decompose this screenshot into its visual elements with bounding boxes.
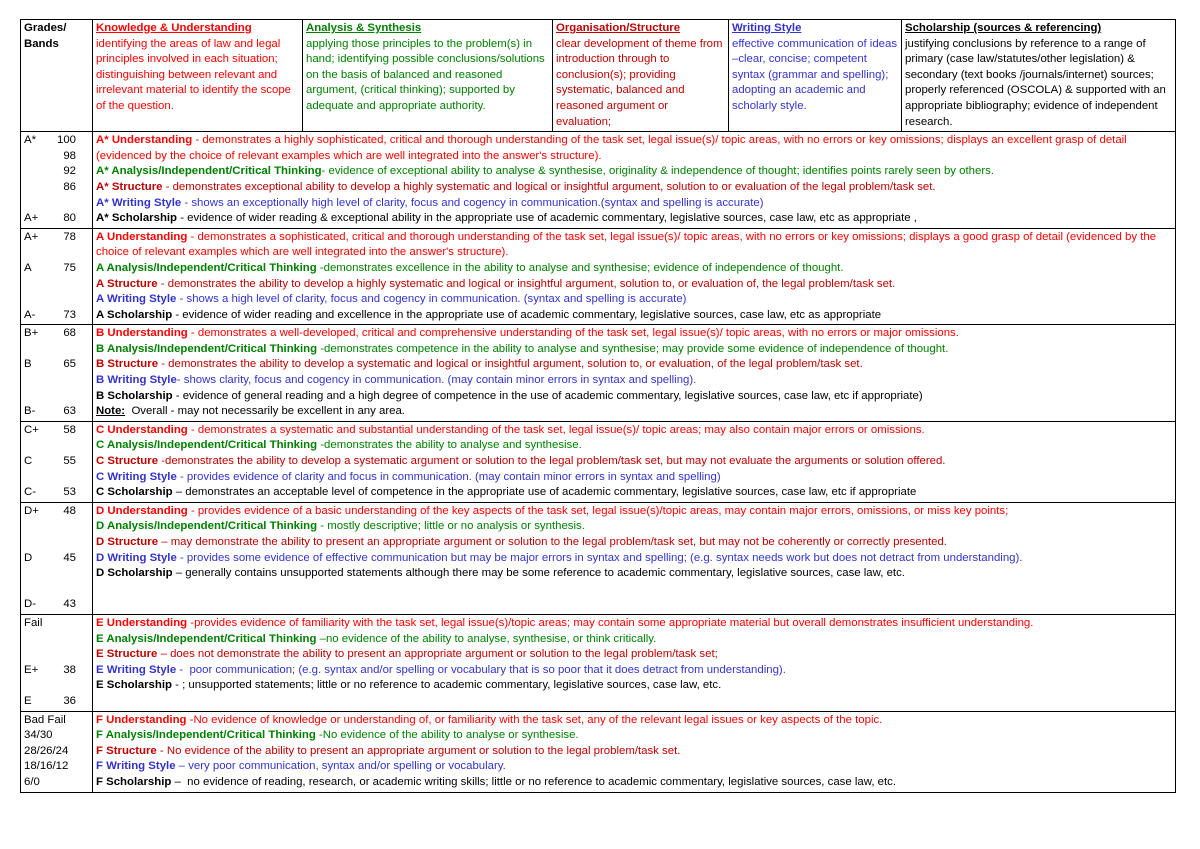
grade-score (50, 292, 76, 308)
grade-letter (24, 678, 50, 694)
criterion-label: D Understanding (96, 504, 188, 517)
criterion-label: F Analysis/Independent/Critical Thinking (96, 729, 316, 742)
criterion-text: - demonstrates exceptional ability to develop a highly systematic and logical or insightful argument, solution to or evaluation of the legal problem/task set. (162, 180, 936, 193)
grade-line (24, 582, 90, 598)
criterion-label: C Structure (96, 455, 159, 468)
grade-score: 68 (63, 327, 76, 340)
grade-cell (21, 502, 93, 614)
descriptor-line (96, 423, 1173, 439)
descriptor-line (96, 308, 1173, 324)
grade-letter: D+ (24, 504, 39, 517)
header-row (21, 20, 1176, 132)
note-label: Note: (96, 405, 126, 418)
grade-line (24, 775, 90, 791)
band-descriptors (93, 132, 1176, 229)
criterion-text: -No evidence of the ability to analyse or synthesise. (315, 729, 579, 742)
descriptor-line (96, 566, 1173, 582)
descriptor-line (96, 551, 1173, 567)
band-row (21, 421, 1176, 502)
grade-score: 53 (63, 486, 76, 499)
band-descriptors (93, 228, 1176, 325)
band-row (21, 228, 1176, 325)
criterion-text: - mostly descriptive; little or no analysis or synthesis. (317, 520, 585, 533)
grade-score (50, 245, 76, 261)
band-row (21, 711, 1176, 792)
grade-score (70, 713, 90, 729)
grade-letter (24, 582, 50, 598)
grade-score (50, 342, 76, 358)
descriptor-line (96, 632, 1173, 648)
grade-score (50, 535, 76, 551)
criterion-text: - evidence of wider reading & exceptional ability in the appropriate use of academic commentary, legislative sources, case law, etc as appropriate , (177, 212, 917, 225)
descriptor-line (96, 357, 1173, 373)
criterion-label: F Writing Style (96, 760, 176, 773)
criterion-label: A* Writing Style (96, 196, 182, 209)
grade-score (70, 616, 90, 632)
grade-score: 80 (63, 212, 76, 225)
grade-line (24, 245, 90, 261)
grade-letter (24, 180, 50, 196)
criterion-text: - demonstrates a sophisticated, critical and thorough understanding of the task set, legal issue(s)/ topic areas, with no errors or key omissions; displays a good grasp of detail (evidenced by the choice of relevant examples which are well integrated into the answer's structure). (96, 230, 1160, 259)
column-title: Organisation/Structure (556, 22, 681, 34)
grade-letter (24, 245, 50, 261)
grade-line (24, 373, 90, 389)
grade-letter: C (24, 455, 33, 468)
descriptor-line (96, 485, 1173, 501)
grade-letter: A+ (24, 230, 39, 243)
criterion-label: A* Understanding (96, 134, 193, 147)
grade-score: 45 (63, 551, 76, 564)
grade-line (24, 292, 90, 308)
criterion-label: A Understanding (96, 230, 188, 243)
grade-letter: C+ (24, 423, 39, 436)
grade-letter: A (24, 261, 32, 274)
criterion-label: D Writing Style (96, 551, 177, 564)
descriptor-line (96, 663, 1173, 679)
band-row (21, 614, 1176, 711)
grade-score (50, 470, 76, 486)
descriptor-line (96, 180, 1173, 196)
grade-letter (24, 277, 50, 293)
descriptor-line (96, 728, 1173, 744)
criterion-label: A Writing Style (96, 293, 177, 306)
criterion-text: -demonstrates excellence in the ability to analyse and synthesise; evidence of independence of thought. (316, 261, 844, 274)
grade-score: 65 (63, 358, 76, 371)
grade-line (24, 728, 90, 744)
criterion-text: - demonstrates a systematic and substantial understanding of the task set, legal issue(s)/ topic areas; may also contain major errors or omissions. (187, 423, 925, 436)
criterion-label: B Analysis/Independent/Critical Thinking (96, 342, 318, 355)
grade-letter: E (24, 694, 32, 707)
criterion-text: – very poor communication, syntax and/or spelling or vocabulary. (175, 760, 506, 773)
criterion-label: B Structure (96, 358, 159, 371)
criterion-label: A* Analysis/Independent/Critical Thinking (96, 165, 322, 178)
criterion-label: F Understanding (96, 713, 187, 726)
criterion-text: - No evidence of the ability to present an appropriate argument or solution to the legal problem/task set. (156, 744, 681, 757)
knowledge-understanding-header (93, 20, 303, 132)
criterion-text: Overall - may not necessarily be excellent in any area. (125, 405, 405, 418)
grade-letter (24, 292, 50, 308)
descriptor-line (96, 504, 1173, 520)
criterion-text: -demonstrates the ability to develop a systematic argument or solution to the legal problem/task set, but may not evaluate the arguments or solution offered. (158, 455, 946, 468)
grade-line (24, 713, 90, 729)
grade-line (24, 196, 90, 212)
grade-letter: D- (24, 598, 37, 611)
criterion-text: - demonstrates a well-developed, critical and comprehensive understanding of the task set, legal issue(s)/ topic areas, with no errors or major omissions. (187, 327, 959, 340)
grade-score (50, 438, 76, 454)
grade-cell (21, 711, 93, 792)
grade-score (70, 775, 90, 791)
grade-score (50, 678, 76, 694)
criterion-text: - poor communication; (e.g. syntax and/or spelling or vocabulary that is so poor that it does detract from understanding). (176, 663, 786, 676)
column-description: applying those principles to the problem(s) in hand; identifying possible conclusions/solutions on the basis of balanced and reasoned argument, (critical thinking); supported by adequate and appropriate authority. (306, 37, 545, 112)
criterion-label: A* Scholarship (96, 212, 178, 225)
column-title: Writing Style (732, 22, 802, 34)
grade-score (70, 759, 90, 775)
criterion-text: - demonstrates a highly sophisticated, critical and thorough understanding of the task set, legal issue(s)/ topic areas, with no errors or key omissions; displays an excellent grasp of detail (evidenced by the choice of relevant examples which are well integrated into the answer's structure). (96, 134, 1130, 162)
criterion-text: - demonstrates the ability to develop a highly systematic and logical or insightful argument, solution to, or evaluation of, the legal problem/task set. (157, 277, 896, 290)
band-descriptors (93, 711, 1176, 792)
grades-bands-header: Grades/ Bands (21, 20, 93, 132)
grade-letter (24, 647, 50, 663)
grade-line (24, 180, 90, 196)
criterion-text: – demonstrates an acceptable level of competence in the appropriate use of academic commentary, legislative sources, case law, etc if appropriate (172, 486, 917, 499)
grade-line (24, 519, 90, 535)
grade-letter: C- (24, 486, 37, 499)
criterion-text: -demonstrates the ability to analyse and synthesise. (317, 439, 582, 452)
grade-score (50, 196, 76, 212)
band-descriptors (93, 325, 1176, 422)
grade-score: 73 (63, 308, 76, 321)
grade-line (24, 504, 90, 520)
grade-line (24, 663, 90, 679)
descriptor-line (96, 759, 1173, 775)
criterion-label: E Understanding (96, 616, 188, 629)
grade-line (24, 357, 90, 373)
writing-style-header (729, 20, 902, 132)
descriptor-line (96, 211, 1173, 227)
grade-letter: D (24, 551, 33, 564)
band-descriptors (93, 421, 1176, 502)
band-descriptors (93, 502, 1176, 614)
criterion-text: - ; unsupported statements; little or no reference to academic commentary, legislative sources, case law, etc. (171, 679, 722, 692)
band-row (21, 325, 1176, 422)
criterion-label: B Scholarship (96, 389, 173, 402)
grade-cell (21, 132, 93, 229)
grade-letter: E+ (24, 663, 39, 676)
grade-line (24, 566, 90, 582)
grade-line (24, 389, 90, 405)
descriptor-line (96, 326, 1173, 342)
descriptor-line (96, 470, 1173, 486)
grade-line (24, 277, 90, 293)
grade-line (24, 551, 90, 567)
criterion-text: - evidence of exceptional ability to analyse & synthesise, originality & independence of thought; identifies points rarely seen by others. (321, 165, 994, 178)
grade-line (24, 616, 90, 632)
grade-letter: B+ (24, 327, 39, 340)
grade-score (70, 744, 90, 760)
band-row (21, 132, 1176, 229)
criterion-text: -demonstrates competence in the ability to analyse and synthesise; may provide some evidence of independence of thought. (317, 342, 949, 355)
band-row (21, 502, 1176, 614)
criterion-label: E Scholarship (96, 679, 172, 692)
criterion-text: - provides evidence of a basic understanding of the key aspects of the task set, legal issue(s)/topic areas, may contain major errors, omissions, or miss key points; (187, 504, 1009, 517)
grade-cell (21, 614, 93, 711)
grade-letter: B (24, 358, 32, 371)
grade-letter: 6/0 (24, 775, 40, 788)
grade-letter (24, 519, 50, 535)
descriptor-line (96, 230, 1173, 261)
grade-score (50, 373, 76, 389)
criterion-label: A Analysis/Independent/Critical Thinking (96, 261, 317, 274)
grade-score (50, 519, 76, 535)
descriptor-line (96, 744, 1173, 760)
grade-cell (21, 325, 93, 422)
descriptor-line (96, 277, 1173, 293)
grade-letter (24, 438, 50, 454)
grade-letter (24, 566, 50, 582)
grade-score: 58 (63, 423, 76, 436)
criterion-text: - evidence of general reading and a high degree of competence in the use of academic commentary, legislative sources, case law, etc if appropriate) (172, 389, 923, 402)
grade-score (50, 389, 76, 405)
grade-score: 98 (63, 149, 76, 162)
criterion-label: A Structure (96, 277, 158, 290)
criterion-text: - provides evidence of clarity and focus in communication. (may contain minor errors in syntax and spelling) (176, 470, 721, 483)
grade-score: 48 (63, 504, 76, 517)
grade-line (24, 678, 90, 694)
column-description: effective communication of ideas –clear, concise; competent syntax (grammar and spelling); adopting an academic and scholarly style. (732, 37, 898, 112)
descriptor-line (96, 389, 1173, 405)
organisation-structure-header (553, 20, 729, 132)
criterion-label: D Analysis/Independent/Critical Thinking (96, 520, 318, 533)
grade-letter (24, 632, 50, 648)
grade-letter: 34/30 (24, 729, 53, 742)
grade-letter: 18/16/12 (24, 760, 69, 773)
grade-line (24, 230, 90, 246)
grade-line (24, 164, 90, 180)
descriptor-line (96, 519, 1173, 535)
criterion-text: - shows an exceptionally high level of clarity, focus and cogency in communication.(syntax and spelling is accurate) (181, 196, 764, 209)
descriptor-line (96, 342, 1173, 358)
grade-letter: A* (24, 134, 37, 147)
grade-letter (24, 389, 50, 405)
criterion-text: – no evidence of reading, research, or academic writing skills; little or no reference to academic commentary, legislative sources, case law, etc. (171, 775, 897, 788)
grade-letter (24, 470, 50, 486)
criterion-text: -No evidence of knowledge or understanding of, or familiarity with the task set, any of the relevant legal issues or key aspects of the topic. (186, 713, 883, 726)
grade-line (24, 211, 90, 227)
criterion-text: – may demonstrate the ability to present an appropriate argument or solution to the legal problem/task set, but may not be coherently or correctly presented. (158, 536, 947, 548)
criterion-text: - shows clarity, focus and cogency in communication. (may contain minor errors in syntax and spelling). (176, 374, 697, 387)
grade-letter: Fail (24, 616, 43, 629)
descriptor-line (96, 133, 1173, 164)
grade-score (70, 728, 90, 744)
criterion-label: F Scholarship (96, 775, 172, 788)
grade-score: 100 (56, 134, 76, 147)
grade-score: 38 (63, 663, 76, 676)
grade-letter (24, 196, 50, 212)
column-description: justifying conclusions by reference to a range of primary (case law/statutes/other legislation) & secondary (text books /journals/internet) sources; properly referenced (OSCOLA) & supported with an appropriate bibliography; evidence of independent research. (905, 37, 1166, 128)
column-title: Knowledge & Understanding (96, 22, 252, 34)
column-description: identifying the areas of law and legal principles involved in each situation; distinguishing between relevant and irrelevant material to identify the scope of the question. (96, 37, 292, 112)
criterion-label: E Analysis/Independent/Critical Thinking (96, 632, 317, 645)
criterion-text: -provides evidence of familiarity with the task set, legal issue(s)/topic areas; may contain some appropriate material but overall demonstrates insufficient understanding. (187, 616, 1034, 629)
descriptor-line (96, 616, 1173, 632)
grade-line (24, 632, 90, 648)
grade-score (50, 582, 76, 598)
grade-letter (24, 342, 50, 358)
grade-score: 92 (63, 165, 76, 178)
grade-letter (24, 535, 50, 551)
scholarship-header (902, 20, 1176, 132)
descriptor-line (96, 261, 1173, 277)
grade-cell (21, 228, 93, 325)
grade-line (24, 404, 90, 420)
criterion-text: – generally contains unsupported statements although there may be some reference to academic commentary, legislative sources, case law, etc. (172, 567, 905, 580)
criterion-label: D Structure (96, 536, 159, 548)
descriptor-line (96, 196, 1173, 212)
criterion-label: E Structure (96, 648, 158, 661)
criterion-label: B Writing Style (96, 374, 177, 387)
column-title: Scholarship (sources & referencing) (905, 22, 1102, 34)
grade-line (24, 133, 90, 149)
criterion-text: - evidence of wider reading and excellence in the appropriate use of academic commentary, legislative sources, case law, etc as appropriate (172, 308, 882, 321)
criterion-text: – does not demonstrate the ability to present an appropriate argument or solution to the legal problem/task set; (157, 648, 718, 661)
grade-letter: A- (24, 308, 36, 321)
criterion-label: E Writing Style (96, 663, 177, 676)
descriptor-line (96, 454, 1173, 470)
grade-line (24, 342, 90, 358)
grade-line (24, 149, 90, 165)
grade-line (24, 326, 90, 342)
analysis-synthesis-header (303, 20, 553, 132)
grade-score: 86 (63, 180, 76, 193)
grade-letter (24, 373, 50, 389)
grade-score: 36 (63, 694, 76, 707)
criterion-label: B Understanding (96, 327, 188, 340)
descriptor-line (96, 713, 1173, 729)
grade-line (24, 470, 90, 486)
criterion-label: C Analysis/Independent/Critical Thinking (96, 439, 318, 452)
grade-score (50, 566, 76, 582)
grade-line (24, 423, 90, 439)
criterion-label: A Scholarship (96, 308, 173, 321)
grade-line (24, 744, 90, 760)
grade-letter: A+ (24, 212, 39, 225)
descriptor-line (96, 164, 1173, 180)
criterion-text: - shows a high level of clarity, focus and cogency in communication. (syntax and spelling is accurate) (176, 293, 687, 306)
grade-line (24, 454, 90, 470)
descriptor-line (96, 438, 1173, 454)
grade-line (24, 535, 90, 551)
rubric-body (21, 20, 1176, 793)
grade-score: 63 (63, 405, 76, 418)
criterion-label: C Understanding (96, 423, 188, 436)
column-description: clear development of theme from introduction through to conclusion(s); providing systematic, balanced and reasoned argument or evaluation; (556, 37, 723, 128)
descriptor-line (96, 373, 1173, 389)
grade-line (24, 597, 90, 613)
criterion-text: - provides some evidence of effective communication but may be major errors in syntax and spelling; (e.g. syntax needs work but does not detract from understanding). (176, 551, 1023, 564)
grade-score (50, 647, 76, 663)
grade-letter (24, 149, 50, 165)
grade-line (24, 485, 90, 501)
grade-score: 75 (63, 261, 76, 274)
grade-score: 78 (63, 230, 76, 243)
grade-line (24, 694, 90, 710)
grade-cell (21, 421, 93, 502)
band-descriptors (93, 614, 1176, 711)
grade-letter: Bad Fail (24, 713, 66, 726)
descriptor-line (96, 647, 1173, 663)
grade-line (24, 438, 90, 454)
criterion-text: –no evidence of the ability to analyse, synthesise, or think critically. (316, 632, 657, 645)
criterion-label: D Scholarship (96, 567, 173, 580)
grade-line (24, 308, 90, 324)
criterion-label: C Writing Style (96, 470, 177, 483)
grade-score (50, 632, 76, 648)
grade-score (50, 277, 76, 293)
grade-score: 43 (63, 598, 76, 611)
criterion-label: C Scholarship (96, 486, 173, 499)
grade-letter: 28/26/24 (24, 744, 69, 757)
grade-line (24, 759, 90, 775)
column-title: Analysis & Synthesis (306, 22, 422, 34)
descriptor-line (96, 535, 1173, 551)
descriptor-line (96, 775, 1173, 791)
criterion-text: - demonstrates the ability to develop a systematic and logical or insightful argument, solution to, or evaluation, of the legal problem/task set. (158, 358, 863, 371)
descriptor-line (96, 292, 1173, 308)
grading-rubric-table (20, 19, 1176, 793)
grade-letter (24, 164, 50, 180)
grade-letter: B- (24, 405, 36, 418)
criterion-label: F Structure (96, 744, 157, 757)
descriptor-line (96, 404, 1173, 420)
grade-line (24, 647, 90, 663)
grade-line (24, 261, 90, 277)
grade-score: 55 (63, 455, 76, 468)
descriptor-line (96, 678, 1173, 694)
criterion-label: A* Structure (96, 180, 163, 193)
